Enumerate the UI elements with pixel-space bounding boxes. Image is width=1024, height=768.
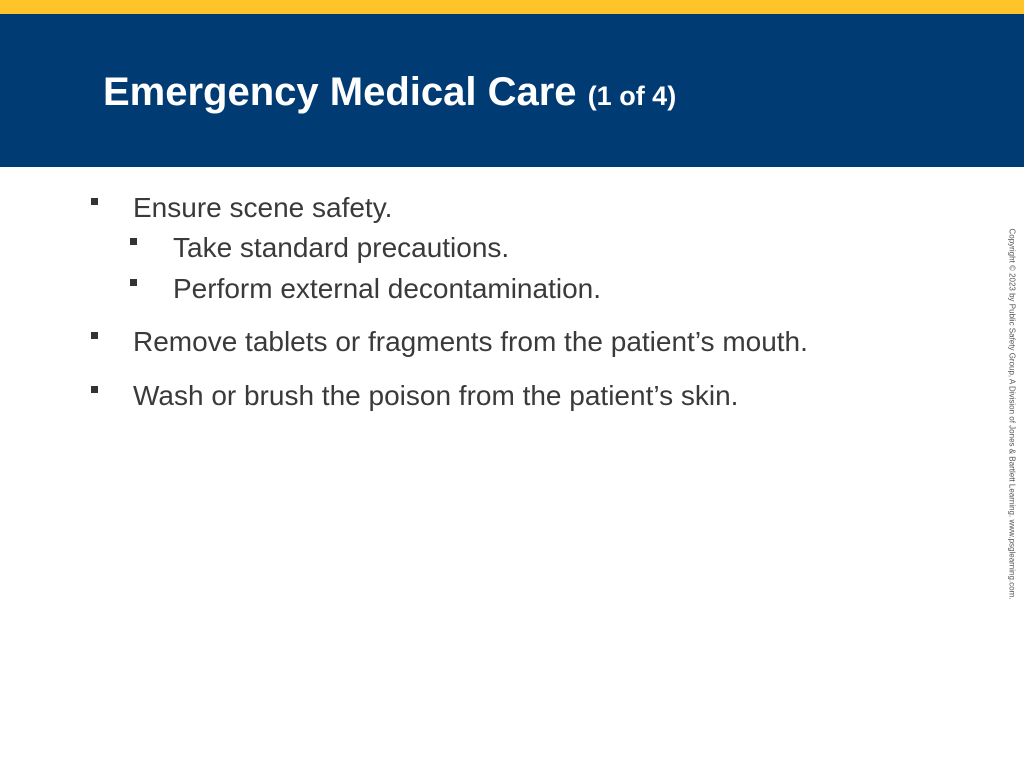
bullet-text: Remove tablets or fragments from the patient’s mouth.: [133, 326, 808, 357]
bullet-marker-icon: [91, 198, 98, 205]
bullet-text: Perform external decontamination.: [173, 273, 601, 304]
bullet-marker-icon: [130, 279, 137, 286]
bullet-text: Ensure scene safety.: [133, 192, 393, 223]
accent-bar: [0, 0, 1024, 14]
bullet-text: Wash or brush the poison from the patient’s skin.: [133, 380, 739, 411]
slide-title-sub: (1 of 4): [587, 81, 677, 111]
bullet-text: Take standard precautions.: [173, 232, 510, 263]
copyright-notice: Copyright © 2023 by Public Safety Group, A Division of Jones & Bartlett Learning. www.psglearning.com.: [1007, 228, 1017, 600]
bullet-marker-icon: [91, 386, 98, 393]
bullet-marker-icon: [130, 238, 137, 245]
bullet-marker-icon: [91, 332, 98, 339]
slide-title: [103, 66, 676, 122]
slide-title-main: Emergency Medical Care: [103, 70, 577, 114]
